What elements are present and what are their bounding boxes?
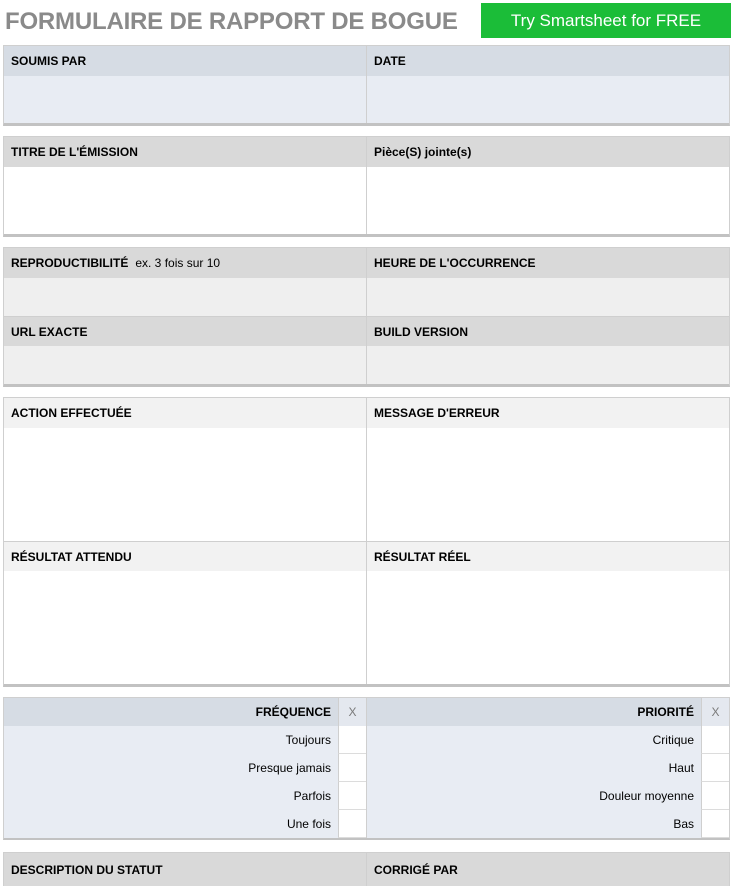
error-message-field[interactable] — [367, 428, 729, 541]
frequency-option: Une fois — [286, 817, 331, 831]
frequency-priority-options — [4, 726, 729, 838]
occurrence-time-label: HEURE DE L'OCCURRENCE — [367, 248, 729, 278]
frequency-priority-section — [3, 697, 730, 840]
build-version-label: BUILD VERSION — [367, 317, 729, 346]
exact-url-field[interactable] — [4, 346, 367, 384]
table-row — [4, 754, 729, 782]
error-message-label: MESSAGE D'ERREUR — [367, 398, 729, 428]
action-performed-field[interactable] — [4, 428, 367, 541]
table-row — [4, 726, 729, 754]
actual-result-label: RÉSULTAT RÉEL — [367, 542, 729, 571]
date-label: DATE — [367, 46, 729, 76]
reproducibility-label: REPRODUCTIBILITÉ — [11, 256, 129, 270]
priority-option: Haut — [668, 761, 694, 775]
priority-option: Critique — [652, 733, 694, 747]
form-title: FORMULAIRE DE RAPPORT DE BOGUE — [5, 8, 458, 35]
expected-result-field[interactable] — [4, 571, 367, 684]
status-section — [3, 852, 730, 886]
priority-checkbox[interactable] — [701, 726, 729, 754]
frequency-header: FRÉQUENCE — [255, 705, 331, 719]
issue-title-section — [3, 136, 730, 237]
frequency-x-header: X — [338, 698, 366, 726]
submitted-by-field[interactable] — [4, 76, 367, 123]
fixed-by-label: CORRIGÉ PAR — [367, 853, 729, 886]
exact-url-label: URL EXACTE — [4, 317, 367, 346]
submitted-date-section — [3, 45, 730, 126]
frequency-checkbox[interactable] — [338, 782, 366, 810]
submitted-by-label: SOUMIS PAR — [4, 46, 367, 76]
build-version-field[interactable] — [367, 346, 729, 384]
action-performed-label: ACTION EFFECTUÉE — [4, 398, 367, 428]
frequency-checkbox[interactable] — [338, 754, 366, 782]
reproducibility-header — [4, 248, 367, 278]
table-row — [4, 782, 729, 810]
behavior-section — [3, 397, 730, 687]
try-smartsheet-button[interactable]: Try Smartsheet for FREE — [481, 3, 731, 38]
frequency-checkbox[interactable] — [338, 810, 366, 838]
frequency-priority-header — [4, 698, 729, 726]
priority-header: PRIORITÉ — [637, 705, 694, 719]
priority-x-header: X — [701, 698, 729, 726]
frequency-option: Parfois — [293, 789, 331, 803]
frequency-option: Presque jamais — [248, 761, 331, 775]
attachments-label: Pièce(S) jointe(s) — [367, 137, 729, 167]
frequency-checkbox[interactable] — [338, 726, 366, 754]
priority-checkbox[interactable] — [701, 782, 729, 810]
actual-result-field[interactable] — [367, 571, 729, 684]
priority-checkbox[interactable] — [701, 754, 729, 782]
priority-checkbox[interactable] — [701, 810, 729, 838]
date-field[interactable] — [367, 76, 729, 123]
issue-title-label: TITRE DE L'ÉMISSION — [4, 137, 367, 167]
priority-option: Bas — [673, 817, 694, 831]
issue-title-field[interactable] — [4, 167, 367, 234]
reproducibility-hint: ex. 3 fois sur 10 — [135, 256, 221, 270]
occurrence-time-field[interactable] — [367, 278, 729, 316]
environment-section — [3, 247, 730, 387]
status-description-label: DESCRIPTION DU STATUT — [4, 853, 367, 886]
attachments-field[interactable] — [367, 167, 729, 234]
frequency-option: Toujours — [285, 733, 331, 747]
expected-result-label: RÉSULTAT ATTENDU — [4, 542, 367, 571]
priority-option: Douleur moyenne — [599, 789, 694, 803]
reproducibility-field[interactable] — [4, 278, 367, 316]
table-row — [4, 810, 729, 838]
